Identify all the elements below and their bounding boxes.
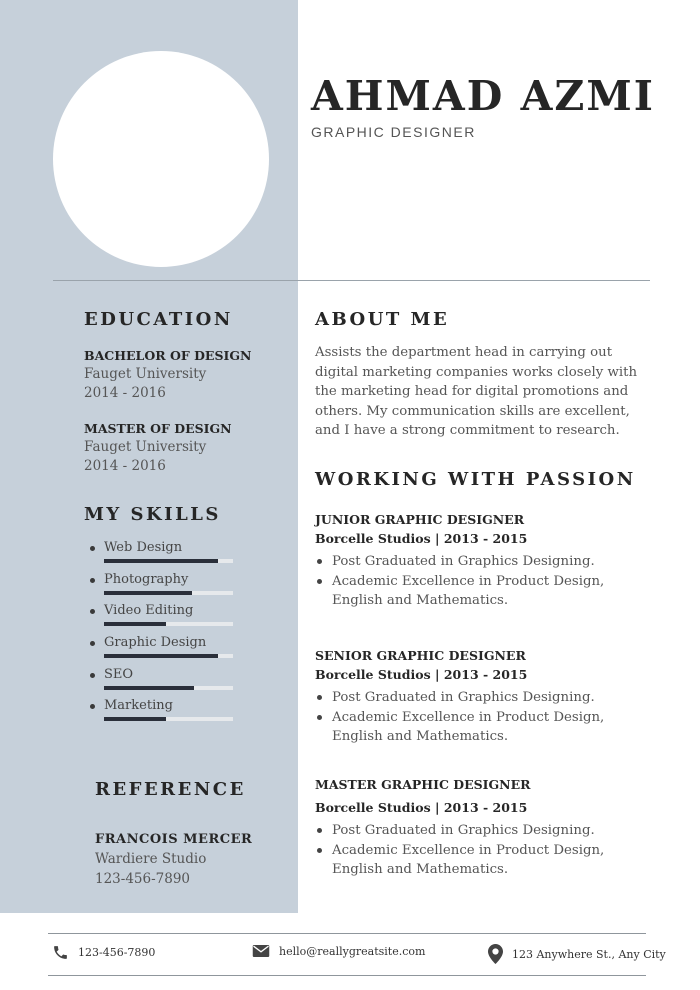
bullet-icon	[90, 578, 95, 583]
contact-phone-text: 123-456-7890	[78, 946, 156, 959]
job-point-text: Academic Excellence in Product Design, English and Mathematics.	[332, 573, 605, 609]
job-company: Borcelle Studios | 2013 - 2015	[315, 800, 528, 815]
job-company: Borcelle Studios | 2013 - 2015	[315, 667, 528, 682]
mail-icon	[252, 944, 270, 958]
skill-item	[90, 540, 240, 572]
job-entry	[315, 648, 655, 747]
bullet-icon	[317, 715, 322, 720]
skill-bar	[104, 559, 233, 563]
bullet-icon	[317, 828, 322, 833]
job-point-text: Post Graduated in Graphics Designing.	[332, 554, 595, 569]
about-heading: ABOUT ME	[315, 309, 450, 330]
job-points	[315, 552, 655, 611]
skill-bar	[104, 591, 233, 595]
bullet-icon	[90, 546, 95, 551]
skill-label: SEO	[104, 666, 134, 682]
education-item	[84, 421, 232, 474]
bullet-icon	[317, 848, 322, 853]
contact-email	[252, 944, 425, 958]
skill-bar-fill	[104, 686, 194, 690]
reference-company: Wardiere Studio	[95, 851, 207, 867]
job-point	[315, 688, 655, 708]
bullet-icon	[90, 641, 95, 646]
bullet-icon	[317, 579, 322, 584]
footer-divider-top	[48, 933, 646, 934]
bullet-icon	[317, 559, 322, 564]
skills-list	[90, 540, 240, 730]
job-points	[315, 688, 655, 747]
job-company: Borcelle Studios | 2013 - 2015	[315, 531, 528, 546]
job-entry	[315, 512, 655, 611]
skill-bar	[104, 686, 233, 690]
reference-phone: 123-456-7890	[95, 871, 191, 887]
phone-icon	[52, 944, 69, 961]
education-degree: MASTER OF DESIGN	[84, 421, 232, 436]
experience-heading: WORKING WITH PASSION	[315, 469, 636, 490]
reference-name: FRANCOIS MERCER	[95, 832, 253, 847]
skill-bar	[104, 622, 233, 626]
job-point-text: Post Graduated in Graphics Designing.	[332, 823, 595, 838]
reference-block	[95, 832, 252, 887]
skill-bar-fill	[104, 591, 192, 595]
bullet-icon	[90, 609, 95, 614]
skill-item	[90, 635, 240, 667]
education-school: Fauget University	[84, 366, 207, 382]
skill-bar-fill	[104, 654, 218, 658]
education-years: 2014 - 2016	[84, 385, 166, 401]
skill-bar-fill	[104, 717, 166, 721]
skill-bar	[104, 654, 233, 658]
job-point-text: Academic Excellence in Product Design, English and Mathematics.	[332, 842, 605, 878]
reference-heading: REFERENCE	[95, 779, 246, 800]
skill-item	[90, 698, 240, 730]
education-heading: EDUCATION	[84, 309, 233, 330]
bullet-icon	[317, 695, 322, 700]
education-school: Fauget University	[84, 439, 207, 455]
header-divider	[53, 280, 650, 281]
job-entry	[315, 777, 655, 880]
candidate-title: GRAPHIC DESIGNER	[311, 124, 476, 140]
skill-label: Photography	[104, 571, 189, 587]
job-point	[315, 841, 655, 880]
bullet-icon	[90, 704, 95, 709]
footer-divider-bottom	[48, 975, 646, 976]
skill-item	[90, 572, 240, 604]
skill-label: Web Design	[104, 540, 183, 555]
job-points	[315, 821, 655, 880]
about-text: Assists the department head in carrying out digital marketing companies works closely with the marketing head for digital promotions and others. My communication skills are excellent, and I have a strong commitment to research.	[315, 345, 638, 439]
skill-label: Video Editing	[104, 603, 194, 619]
job-point	[315, 552, 655, 572]
bullet-icon	[90, 673, 95, 678]
contact-email-text: hello@reallygreatsite.com	[279, 944, 426, 958]
contact-address-text: 123 Anywhere St., Any City	[512, 947, 666, 961]
job-title: JUNIOR GRAPHIC DESIGNER	[315, 512, 525, 527]
skill-bar-fill	[104, 622, 166, 626]
job-point	[315, 572, 655, 611]
job-point	[315, 708, 655, 747]
job-point-text: Academic Excellence in Product Design, English and Mathematics.	[332, 709, 605, 745]
education-item	[84, 348, 251, 401]
profile-photo	[53, 51, 269, 267]
candidate-name: AHMAD AZMI	[311, 72, 655, 120]
contact-phone	[52, 944, 155, 961]
location-pin-icon	[488, 944, 503, 964]
job-point-text: Post Graduated in Graphics Designing.	[332, 690, 595, 705]
skill-label: Marketing	[104, 698, 173, 714]
job-title: MASTER GRAPHIC DESIGNER	[315, 777, 531, 792]
education-degree: BACHELOR OF DESIGN	[84, 348, 252, 363]
skill-item	[90, 667, 240, 699]
skills-heading: MY SKILLS	[84, 504, 221, 525]
skill-bar	[104, 717, 233, 721]
job-point	[315, 821, 655, 841]
skill-item	[90, 603, 240, 635]
education-years: 2014 - 2016	[84, 458, 166, 474]
job-title: SENIOR GRAPHIC DESIGNER	[315, 648, 526, 663]
contact-address	[488, 944, 666, 964]
skill-bar-fill	[104, 559, 218, 563]
skill-label: Graphic Design	[104, 635, 207, 651]
